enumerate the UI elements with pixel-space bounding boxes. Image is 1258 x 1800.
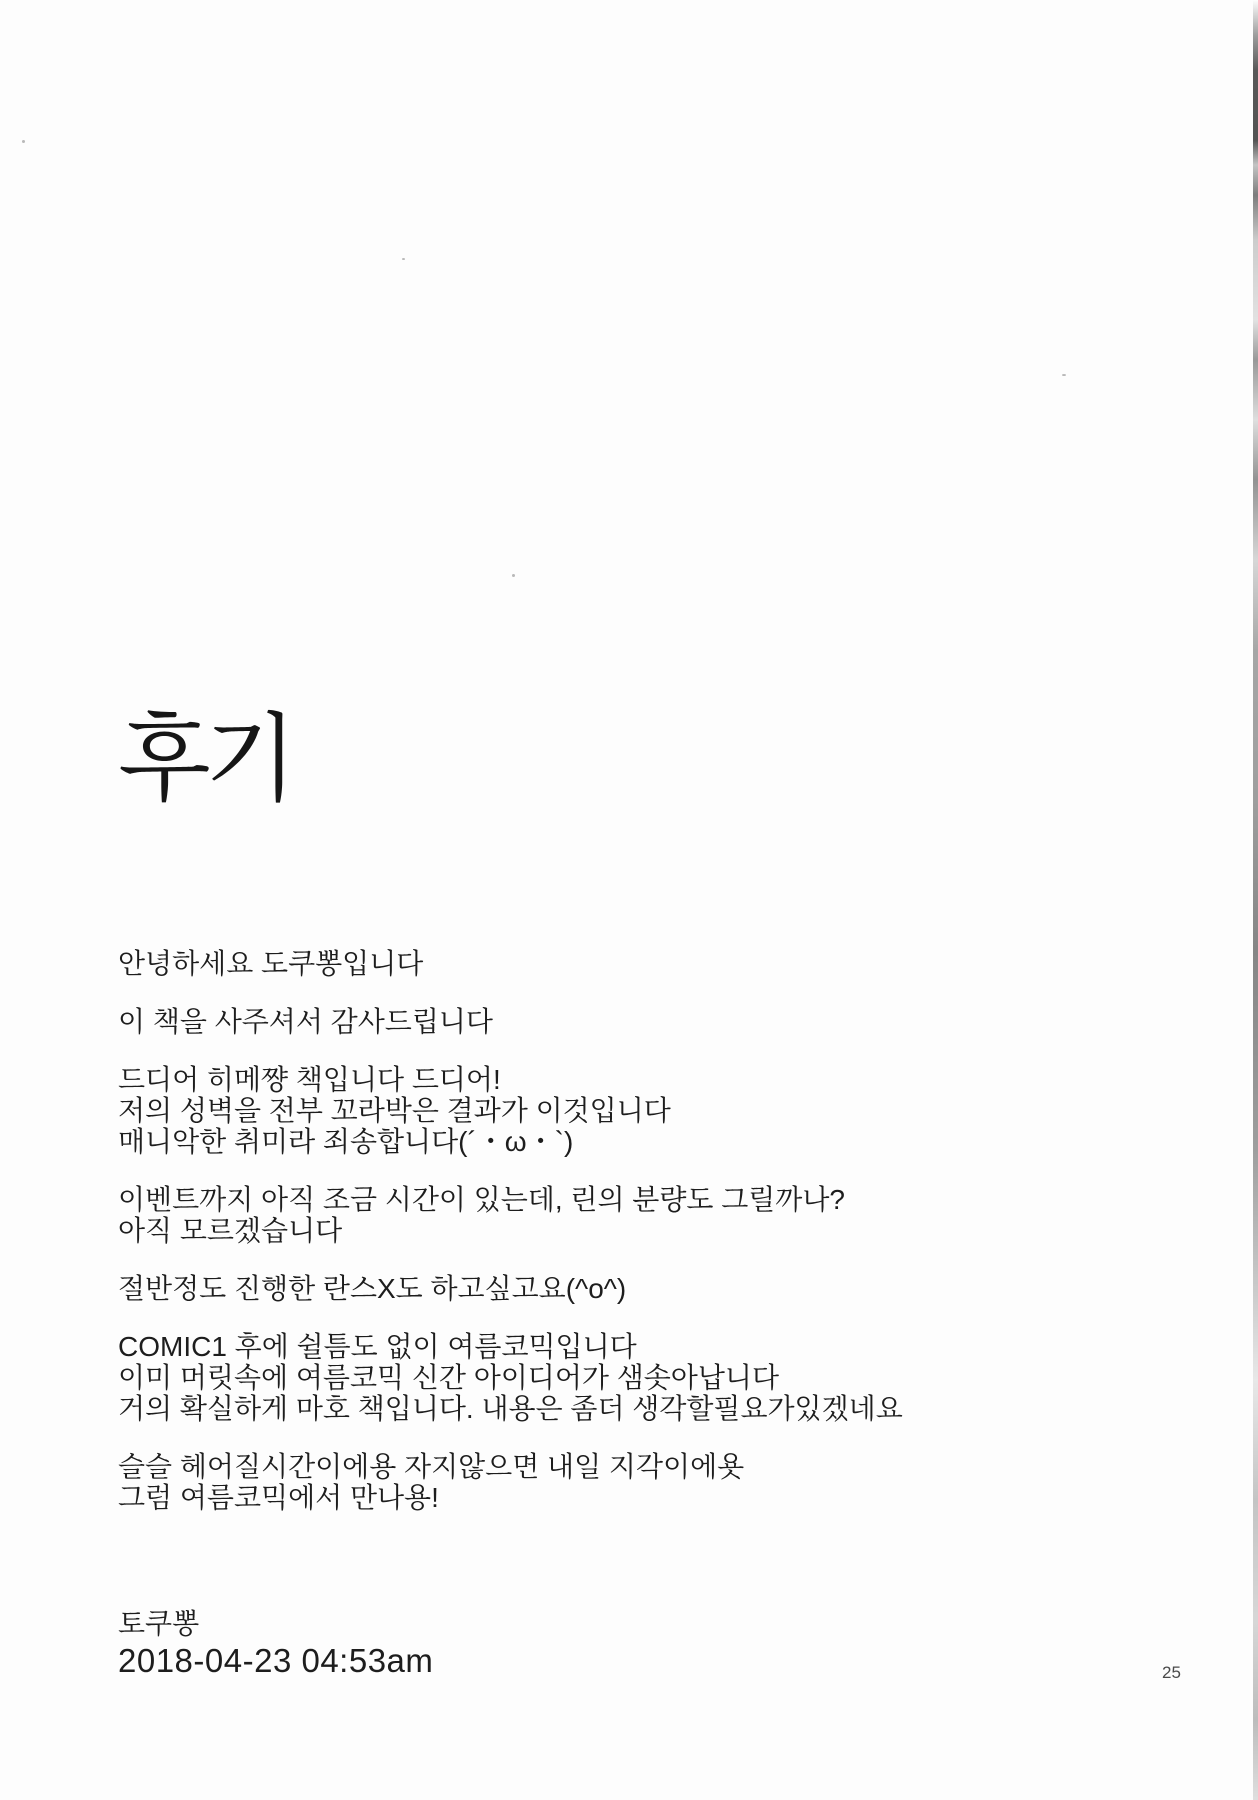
- page-title: 후기: [118, 706, 292, 814]
- afterword-paragraph: [118, 1006, 1098, 1037]
- afterword-line: 절반정도 진행한 란스X도 하고싶고요(^o^): [118, 1273, 627, 1304]
- afterword-line: 이 책을 사주셔서 감사드립니다: [118, 1006, 493, 1037]
- signature-datetime: 2018-04-23 04:53am: [118, 1642, 434, 1679]
- afterword-body: [118, 948, 1098, 1540]
- afterword-line: 매니악한 취미라 죄송합니다(´・ω・`): [118, 1126, 574, 1157]
- afterword-line: 저의 성벽을 전부 꼬라박은 결과가 이것입니다: [118, 1095, 671, 1126]
- afterword-paragraph: [118, 1331, 1098, 1424]
- author-name: 토쿠뽕: [118, 1608, 200, 1639]
- afterword-line: 드디어 히메쨩 책입니다 드디어!: [118, 1064, 501, 1095]
- afterword-paragraph: [118, 948, 1098, 979]
- dust-speck: [22, 140, 25, 143]
- dust-speck: [512, 574, 515, 577]
- afterword-paragraph: [118, 1451, 1098, 1513]
- afterword-paragraph: [118, 1273, 1098, 1304]
- afterword-line: 거의 확실하게 마호 책입니다. 내용은 좀더 생각할필요가있겠네요: [118, 1393, 903, 1424]
- afterword-line: 이미 머릿속에 여름코믹 신간 아이디어가 샘솟아납니다: [118, 1362, 780, 1393]
- dust-speck: [402, 258, 405, 260]
- dust-speck: [1062, 374, 1066, 376]
- afterword-line: COMIC1 후에 쉴틈도 없이 여름코믹입니다: [118, 1331, 637, 1362]
- signature-block: [118, 1610, 433, 1677]
- afterword-line: 그럼 여름코믹에서 만나용!: [118, 1482, 439, 1513]
- page-number: 25: [1162, 1663, 1181, 1682]
- afterword-line: 아직 모르겠습니다: [118, 1215, 343, 1246]
- afterword-line: 이벤트까지 아직 조금 시간이 있는데, 린의 분량도 그릴까나?: [118, 1184, 845, 1215]
- afterword-line: 안녕하세요 도쿠뽕입니다: [118, 948, 424, 979]
- afterword-paragraph: [118, 1064, 1098, 1157]
- scan-edge-artifact: [1253, 0, 1258, 1800]
- afterword-line: 슬슬 헤어질시간이에용 자지않으면 내일 지각이에욧: [118, 1451, 745, 1482]
- afterword-paragraph: [118, 1184, 1098, 1246]
